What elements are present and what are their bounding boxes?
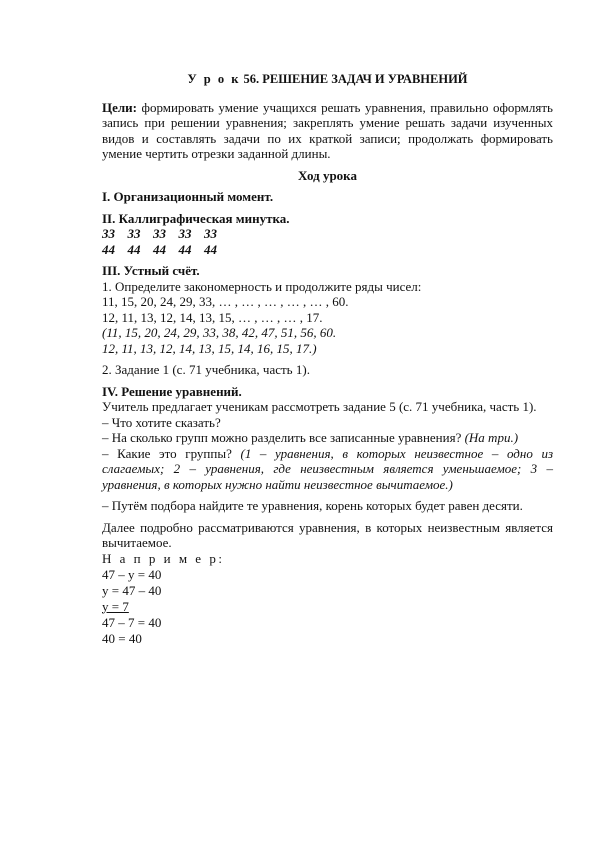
course-title: Ход урока xyxy=(298,167,357,183)
equation-line-2: у = 47 – 40 xyxy=(102,582,162,598)
goals-text: формировать умение учащихся решать уравнения, правильно оформлять запись при решении уравнения; закреплять умение решать задачи изученных видов и составлять задачи по их краткой записи; продолжать формировать умение чертить отрезки заданной длины. xyxy=(102,99,553,161)
question-3-text: – Какие это группы? xyxy=(102,445,232,461)
equation-line-4: 47 – 7 = 40 xyxy=(102,614,162,630)
question-2 xyxy=(102,430,553,446)
example-block xyxy=(102,551,553,647)
oral-answer-1: (11, 15, 20, 24, 29, 33, 38, 42, 47, 51, 56, 60. xyxy=(102,325,337,340)
equation-line-3 xyxy=(102,599,553,615)
equations-note: Далее подробно рассматриваются уравнения, в которых неизвестным является вычитаемое. xyxy=(102,519,553,550)
equation-line-3-underlined: у = 7 xyxy=(102,598,129,614)
equation-line-5: 40 = 40 xyxy=(102,630,142,646)
goals-label: Цели: xyxy=(102,99,137,115)
oral-row-2: 12, 11, 13, 12, 14, 13, 15, … , … , … , 17. xyxy=(102,309,323,325)
question-1: – Что хотите сказать? xyxy=(102,414,221,430)
oral-row-1: 11, 15, 20, 24, 29, 33, … , … , … , … , … , 60. xyxy=(102,294,349,309)
lesson-title-text: 56. РЕШЕНИЕ ЗАДАЧ И УРАВНЕНИЙ xyxy=(243,72,468,86)
section-1-heading: I. Организационный момент. xyxy=(102,189,274,204)
oral-answer-2: 12, 11, 13, 12, 14, 13, 15, 14, 16, 15, 17.) xyxy=(102,340,317,356)
question-4: – Путём подбора найдите те уравнения, корень которых будет равен десяти. xyxy=(102,498,523,513)
lesson-title-prefix: У р о к xyxy=(187,72,241,86)
question-3 xyxy=(102,446,553,493)
oral-task-1: 1. Определите закономерность и продолжите ряды чисел: xyxy=(102,278,422,294)
example-label: Н а п р и м е р: xyxy=(102,550,225,566)
oral-task-2: 2. Задание 1 (с. 71 учебника, часть 1). xyxy=(102,362,310,377)
question-2-answer: (На три.) xyxy=(464,430,519,445)
question-3-answer: (1 – уравнения, в которых неизвестное – одно из слагаемых; 2 – уравнения, где неизвестным является уменьшаемое; 3 – уравнения, в которых нужно найти неизвестное вычитаемое.) xyxy=(102,445,554,492)
calligraphy-line-1: 33 33 33 33 33 xyxy=(102,226,217,241)
equations-intro: Учитель предлагает ученикам рассмотреть задание 5 (с. 71 учебника, часть 1). xyxy=(102,399,537,414)
section-2-heading: II. Каллиграфическая минутка. xyxy=(102,210,290,226)
question-2-text: – На сколько групп можно разделить все записанные уравнения? xyxy=(102,430,462,445)
lesson-title xyxy=(102,72,553,88)
section-4-heading: IV. Решение уравнений. xyxy=(102,383,242,399)
goals-paragraph xyxy=(102,100,553,162)
document-content xyxy=(102,72,553,647)
calligraphy-line-2: 44 44 44 44 44 xyxy=(102,241,217,257)
equation-line-1: 47 – у = 40 xyxy=(102,566,162,582)
section-3-heading: III. Устный счёт. xyxy=(102,263,200,278)
